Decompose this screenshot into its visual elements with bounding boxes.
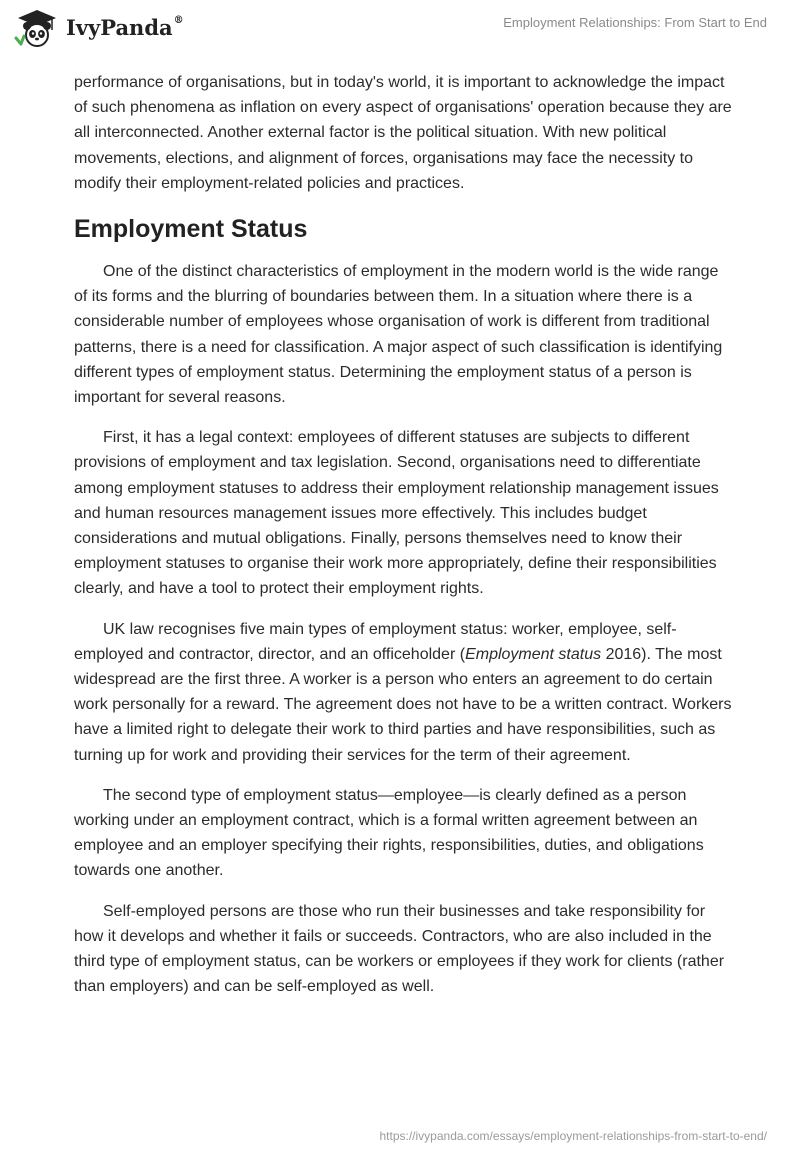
brand-name: IvyPanda®	[66, 14, 184, 40]
paragraph-2: First, it has a legal context: employees of different statuses are subjects to different provisions of employment and tax legislation. Second, organisations need to differentiate among employment statuses to address their employment relationship management issues and human resources management issues more effectively. This includes budget considerations and mutual obligations. Finally, persons themselves need to know their employment statuses to organise their work more appropriately, define their responsibilities clearly, and have a tool to protect their employment rights.	[74, 429, 719, 598]
section-heading: Employment Status	[74, 215, 308, 244]
panda-graduate-icon	[14, 8, 60, 48]
paragraph-3-text-before: UK law recognises five main types of employment status: worker, employee, self-employed and contractor, director, and an officeholder (	[74, 620, 677, 663]
paragraph-3-text-after: 2016). The most widespread are the first three. A worker is a person who enters an agreement to do certain work personally for a reward. The agreement does not have to be a written contract. Workers have a limited right to delegate their work to third parties and have responsibilities, such as turning up for work and providing their services for the term of their agreement.	[74, 645, 732, 764]
paragraph-5: Self-employed persons are those who run their businesses and take responsibility for how it develops and whether it fails or succeeds. Contractors, who are also included in the third type of employment status, can be workers or employees if they work for clients (rather than employers) and can be self-employed as well.	[74, 902, 725, 996]
paragraph-1: One of the distinct characteristics of employment in the modern world is the wide range of its forms and the blurring of boundaries between them. In a situation where there is a considerable number of employees whose organisation of work is different from traditional patterns, there is a need for classification. A major aspect of such classification is identifying different types of employment status. Determining the employment status of a person is important for several reasons.	[74, 263, 723, 407]
brand-logo[interactable]	[14, 8, 184, 48]
essay-content	[74, 70, 734, 1015]
paragraph-3	[74, 617, 734, 768]
intro-paragraph: performance of organisations, but in today's world, it is important to acknowledge the impact of such phenomena as inflation on every aspect of organisations' operation because they are all interconnected. Another external factor is the political situation. With new political movements, elections, and alignment of forces, organisations may face the necessity to modify their employment-related policies and practices.	[74, 74, 732, 192]
document-title: Employment Relationships: From Start to End	[503, 15, 767, 30]
citation: Employment status	[465, 645, 602, 663]
paragraph-4: The second type of employment status—employee—is clearly defined as a person working under an employment contract, which is a formal written agreement between an employee and an employer specifying their rights, responsibilities, duties, and obligations towards one another.	[74, 786, 704, 880]
source-url[interactable]: https://ivypanda.com/essays/employment-relationships-from-start-to-end/	[379, 1129, 767, 1143]
page-header	[0, 0, 800, 60]
